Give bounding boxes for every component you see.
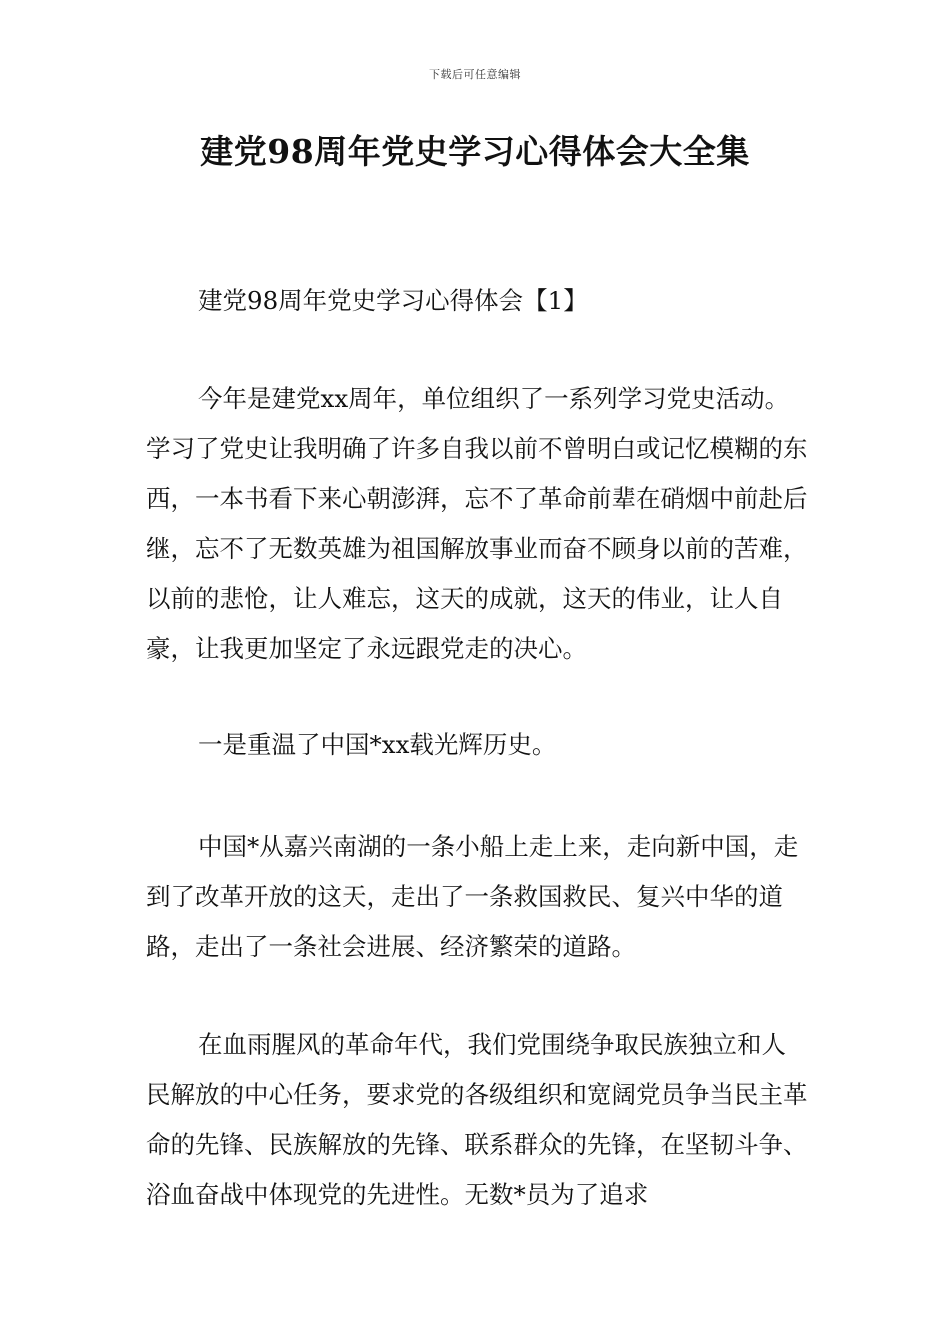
paragraph: 在血雨腥风的革命年代，我们党围绕争取民族独立和人民解放的中心任务，要求党的各级组织和宽阔党员争当民主革命的先锋、民族解放的先锋、联系群众的先锋，在坚韧斗争、浴血奋战中体现党的先进性。无数*员为了追求 [146,1030,808,1209]
section-subtitle: 建党98周年党史学习心得体会【1】 [198,286,588,315]
header-note: 下载后可任意编辑 [429,68,521,81]
paragraph: 一是重温了中国*xx载光辉历史。 [198,730,557,759]
paragraph: 中国*从嘉兴南湖的一条小船上走上来，走向新中国，走到了改革开放的这天，走出了一条救国救民、复兴中华的道路，走出了一条社会进展、经济繁荣的道路。 [146,832,799,961]
paragraph: 今年是建党xx周年，单位组织了一系列学习党史活动。学习了党史让我明确了许多自我以前不曾明白或记忆模糊的东西，一本书看下来心朝澎湃，忘不了革命前辈在硝烟中前赴后继，忘不了无数英雄为祖国解放事业而奋不顾身以前的苦难，以前的悲怆，让人难忘，这天的成就，这天的伟业，让人自豪，让我更加坚定了永远跟党走的决心。 [146,384,808,663]
document-title: 建党98周年党史学习心得体会大全集 [200,132,750,171]
